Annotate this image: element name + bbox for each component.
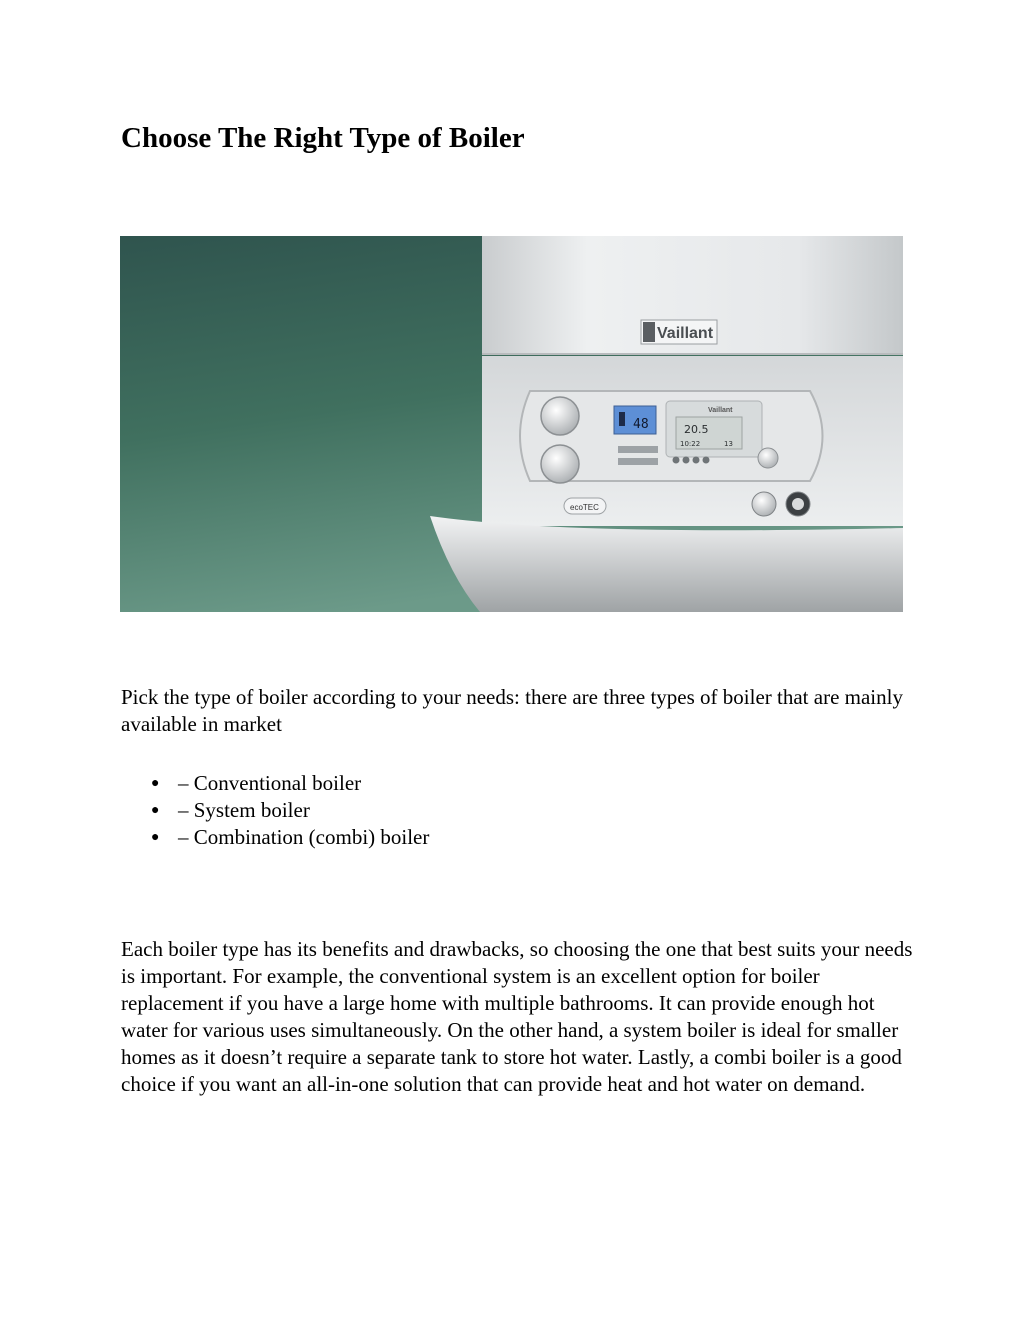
boiler-image xyxy=(120,236,903,612)
details-paragraph: Each boiler type has its benefits and drawbacks, so choosing the one that best suits your needs is important. For example, the conventional system is an excellent option for boiler replacement if you have a large home with multiple bathrooms. It can provide enough hot water for various uses simultaneously. On the other hand, a system boiler is ideal for smaller homes as it doesn’t require a separate tank to store hot water. Lastly, a combi boiler is a good choice if you want an all-in-one solution that can provide heat and hot water on demand. xyxy=(121,937,913,1096)
svg-text:ecoTEC: ecoTEC xyxy=(570,503,599,512)
list-item: ● – Combination (combi) boiler xyxy=(151,825,430,849)
ecotec-badge xyxy=(564,498,606,514)
boiler-lower-tray xyxy=(430,516,903,612)
svg-text:10:22: 10:22 xyxy=(680,440,701,448)
boiler-types-list xyxy=(121,770,429,851)
thermostat-display xyxy=(666,401,762,457)
svg-text:13: 13 xyxy=(724,440,733,448)
list-item-text: – Conventional boiler xyxy=(178,771,362,795)
knob-heating-icon xyxy=(541,397,579,435)
page-title: Choose The Right Type of Boiler xyxy=(121,122,525,154)
vaillant-logo xyxy=(641,320,717,344)
list-item-text: – System boiler xyxy=(178,798,310,822)
intro-paragraph: Pick the type of boiler according to your needs: there are three types of boiler that are mainly available in market xyxy=(121,685,903,736)
boiler-lcd-display xyxy=(614,406,656,434)
thermostat-dial-icon xyxy=(758,448,778,468)
knob-hot-water-icon xyxy=(541,445,579,483)
svg-text:48: 48 xyxy=(633,417,649,432)
list-item: ● – Conventional boiler xyxy=(151,771,362,795)
svg-text:Vaillant: Vaillant xyxy=(657,325,714,342)
svg-text:Vaillant: Vaillant xyxy=(708,407,733,414)
list-item-text: – Combination (combi) boiler xyxy=(178,825,430,849)
svg-text:20.5: 20.5 xyxy=(684,423,709,436)
list-item: ● – System boiler xyxy=(151,798,310,822)
